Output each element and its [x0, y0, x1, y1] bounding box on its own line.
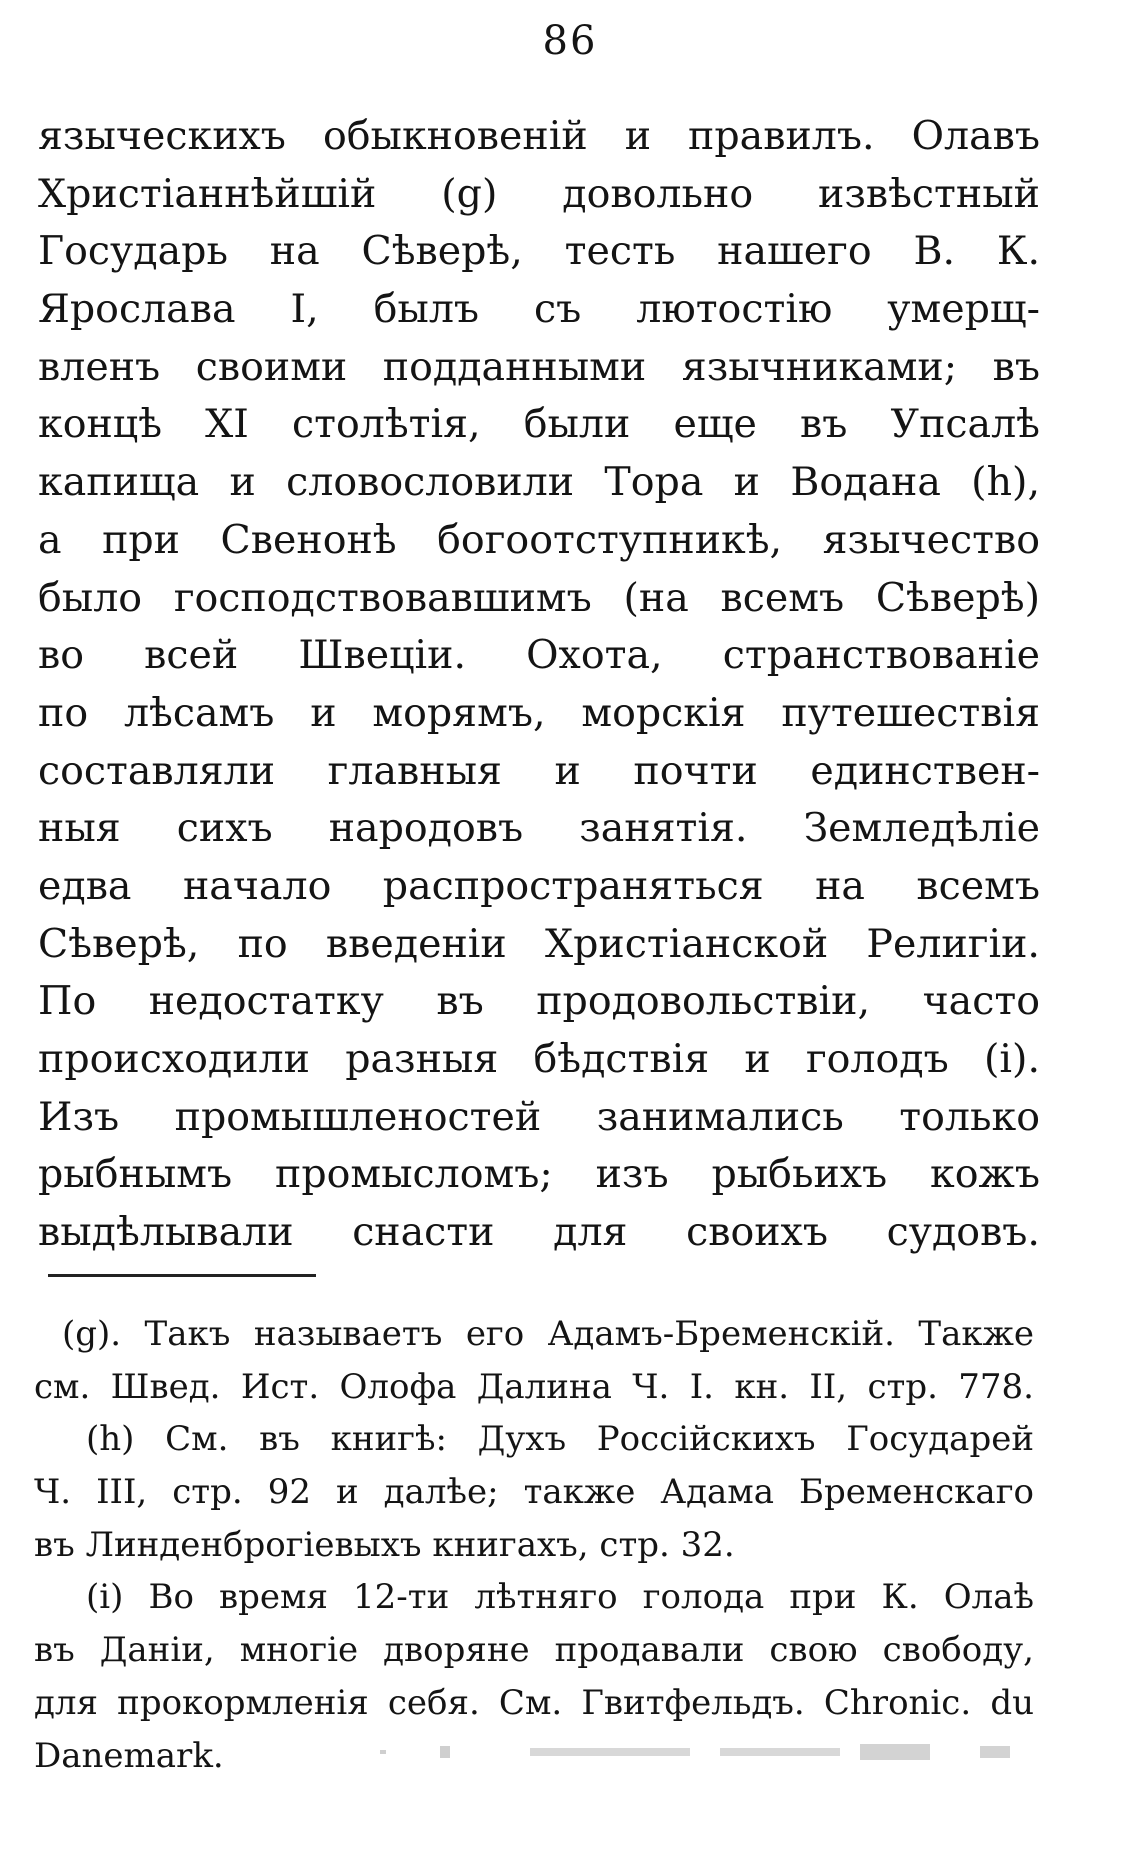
page-number: 86	[542, 18, 598, 64]
text-line: едва начало распространяться на всемъ	[38, 862, 1040, 909]
footnote-line: (g). Такъ называетъ его Адамъ-Бременскій. Также	[62, 1314, 1034, 1354]
text-line: выдѣлывали снасти для своихъ судовъ.	[38, 1209, 1040, 1256]
text-line: По недостатку въ продовольствіи, часто	[38, 978, 1040, 1025]
text-line: было господствовавшимъ (на всемъ Сѣверѣ)	[38, 574, 1040, 621]
text-line: рыбнымъ промысломъ; изъ рыбьихъ кожъ	[38, 1151, 1040, 1198]
footnote-line: Danemark.	[34, 1735, 224, 1776]
text-line: Ярослава I, былъ съ лютостію умерщ-	[38, 286, 1040, 333]
footnote-line: (h) См. въ книгѣ: Духъ Россійскихъ Государей	[86, 1419, 1034, 1460]
text-line: Сѣверѣ, по введеніи Христіанской Религіи.	[38, 920, 1040, 967]
text-line: вленъ своими подданными язычниками; въ	[38, 343, 1040, 390]
text-line: происходили разныя бѣдствія и голодъ (i).	[38, 1036, 1040, 1082]
text-line: Государь на Сѣверѣ, тесть нашего В. К.	[38, 228, 1040, 275]
text-line: по лѣсамъ и морямъ, морскія путешествія	[38, 689, 1040, 736]
footnote-line: см. Швед. Ист. Олофа Далина Ч. I. кн. II, стр. 778.	[34, 1366, 1034, 1407]
footnote-divider	[48, 1274, 316, 1277]
text-line: Изъ промышленостей занимались только	[38, 1093, 1040, 1140]
text-line: Христіаннѣйшій (g) довольно извѣстный	[38, 170, 1040, 217]
footnote-line: для прокормленія себя. См. Гвитфельдъ. Chronic. du	[34, 1682, 1034, 1723]
footnote-line: въ Линденброгіевыхъ книгахъ, стр. 32.	[34, 1524, 735, 1565]
footnote-line: въ Даніи, многіе дворяне продавали свою свободу,	[34, 1630, 1034, 1671]
footnotes-block	[34, 1308, 1034, 1782]
bleed-through-smudge	[380, 1740, 1020, 1764]
text-line: во всей Швеціи. Охота, странствованіе	[38, 632, 1040, 679]
main-text-block	[38, 108, 1040, 1262]
footnote-line: (i) Во время 12-ти лѣтняго голода при К. Олаѣ	[86, 1577, 1034, 1618]
text-line: ныя сихъ народовъ занятія. Земледѣліе	[38, 805, 1040, 852]
footnote-line: Ч. III, стр. 92 и далѣе; также Адама Бременскаго	[34, 1472, 1034, 1513]
text-line: концѣ XI столѣтія, были еще въ Упсалѣ	[38, 401, 1040, 448]
text-line: а при Свенонѣ богоотступникѣ, язычество	[38, 516, 1040, 563]
text-line: капища и словословили Тора и Водана (h),	[38, 459, 1040, 506]
text-line: языческихъ обыкновеній и правилъ. Олавъ	[38, 113, 1040, 159]
text-line: составляли главныя и почти единствен-	[38, 747, 1040, 794]
